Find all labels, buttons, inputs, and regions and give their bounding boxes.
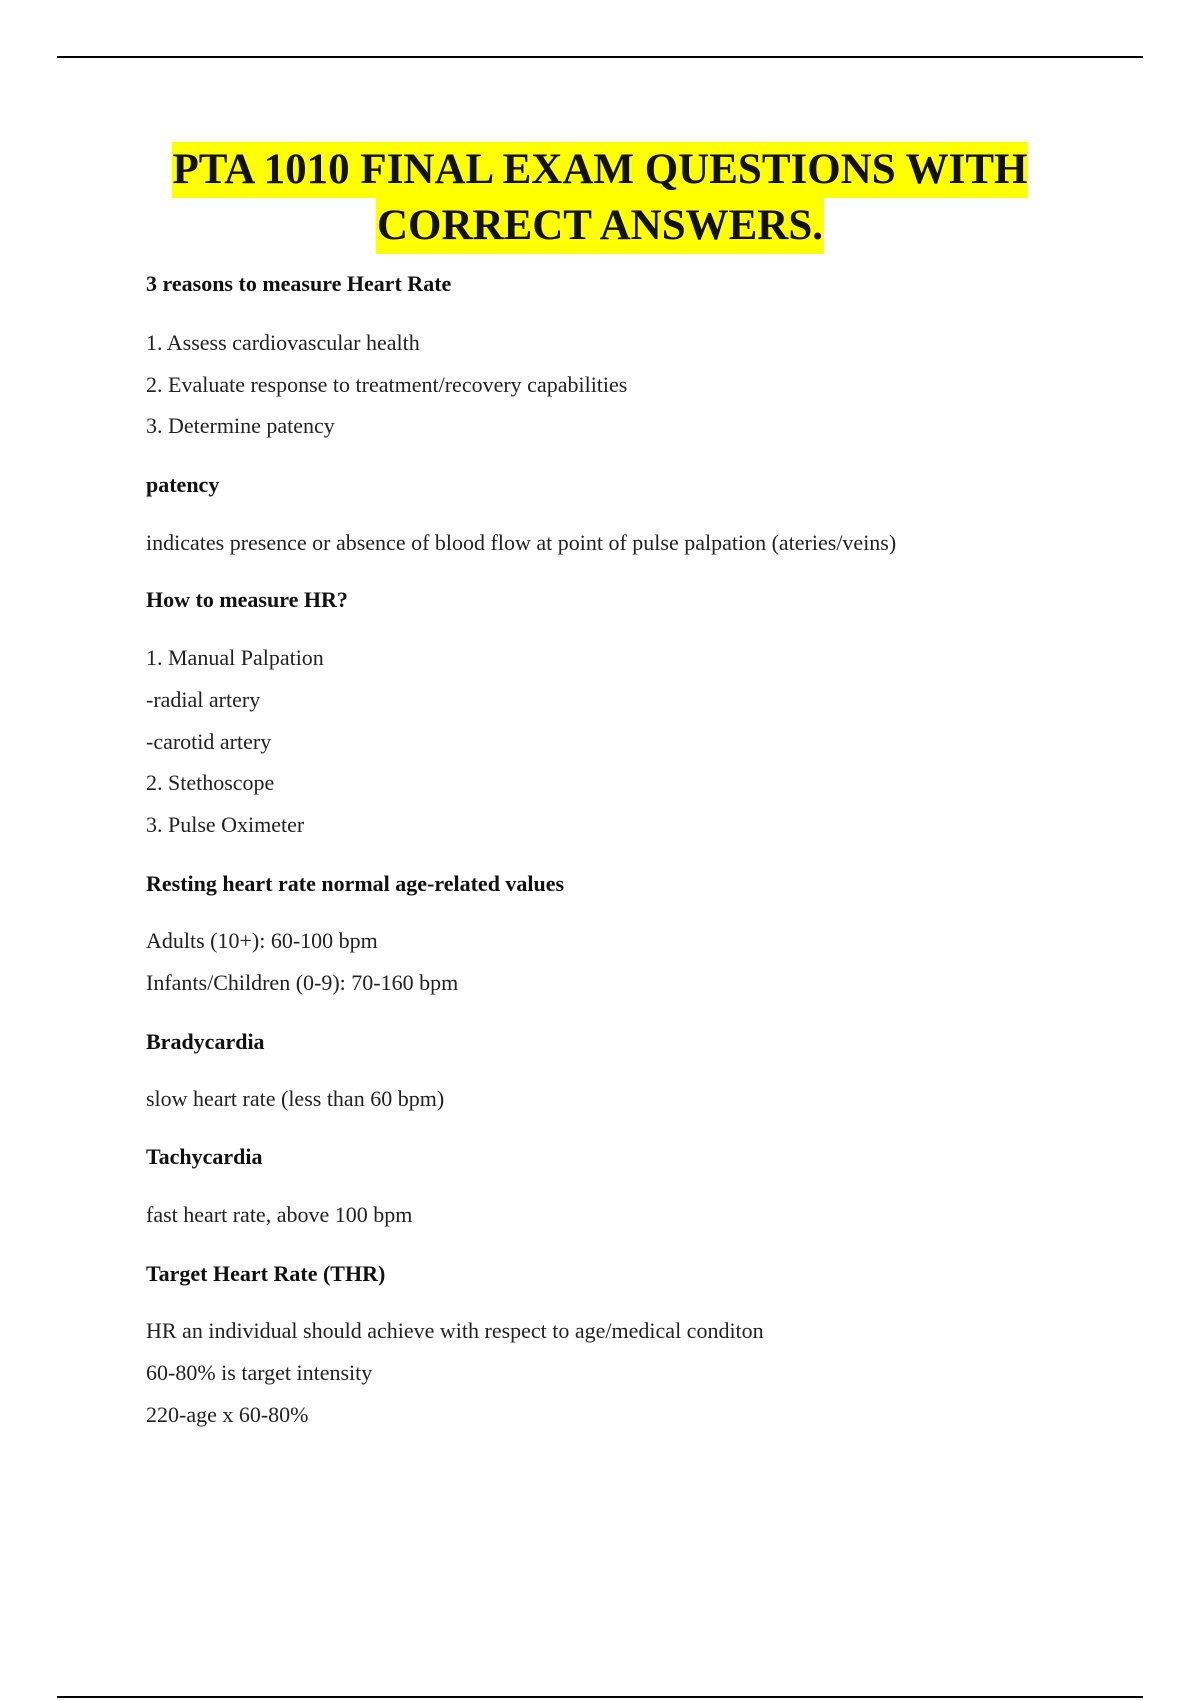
- answer-line: 60-80% is target intensity: [146, 1360, 373, 1385]
- bottom-rule: [57, 1696, 1143, 1698]
- answer-line: 3. Pulse Oximeter: [146, 812, 305, 837]
- question-heading: Bradycardia: [146, 1029, 265, 1054]
- question-heading: How to measure HR?: [146, 587, 348, 612]
- answer-line: indicates presence or absence of blood flow at point of pulse palpation (ateries/veins): [146, 530, 897, 555]
- title-line-1: PTA 1010 FINAL EXAM QUESTIONS WITH: [172, 142, 1029, 198]
- top-rule: [57, 56, 1143, 58]
- title-line-2: CORRECT ANSWERS.: [376, 198, 824, 254]
- answer-line: HR an individual should achieve with respect to age/medical conditon: [146, 1318, 764, 1343]
- answer-line: -radial artery: [146, 687, 261, 712]
- question-heading: Target Heart Rate (THR): [146, 1261, 386, 1286]
- answer-line: slow heart rate (less than 60 bpm): [146, 1086, 445, 1111]
- answer-line: 1. Manual Palpation: [146, 645, 324, 670]
- answer-line: 1. Assess cardiovascular health: [146, 330, 420, 355]
- question-heading: Resting heart rate normal age-related values: [146, 871, 565, 896]
- answer-line: 2. Evaluate response to treatment/recovery capabilities: [146, 372, 628, 397]
- question-heading: patency: [146, 472, 220, 497]
- answer-line: Infants/Children (0-9): 70-160 bpm: [146, 970, 459, 995]
- answer-line: 3. Determine patency: [146, 413, 335, 438]
- answer-line: Adults (10+): 60-100 bpm: [146, 928, 378, 953]
- answer-line: 2. Stethoscope: [146, 770, 275, 795]
- question-heading: Tachycardia: [146, 1144, 263, 1169]
- document-title: [0, 142, 1200, 254]
- answer-line: -carotid artery: [146, 729, 272, 754]
- answer-line: fast heart rate, above 100 bpm: [146, 1202, 413, 1227]
- answer-line: 220-age x 60-80%: [146, 1402, 309, 1427]
- question-heading: 3 reasons to measure Heart Rate: [146, 271, 452, 296]
